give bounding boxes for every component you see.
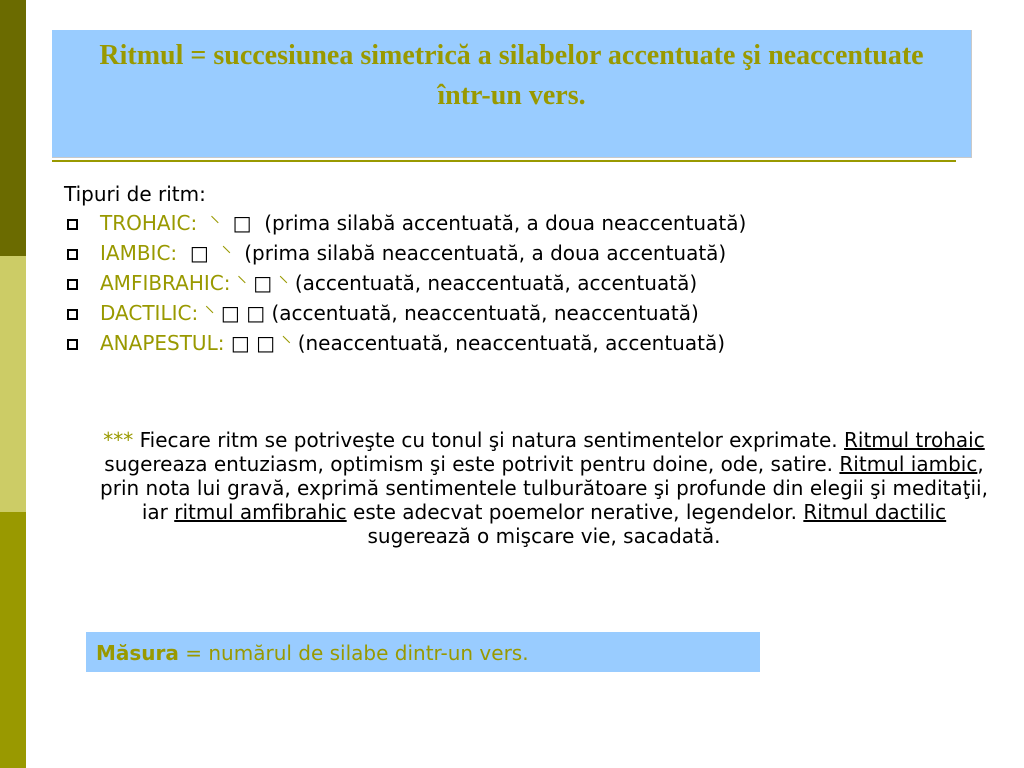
accented-syllable-icon: ⸌ <box>278 271 289 295</box>
paragraph-text: , prin nota lui gravă, exprimă sentimentele tulburătoare şi profunde din elegii şi meditaţii, iar <box>100 452 988 524</box>
measure-term: Măsura <box>96 641 179 665</box>
slide-title: Ritmul = succesiunea simetrică a silabelor accentuate şi neaccentuate într-un vers. <box>99 40 924 111</box>
unaccented-syllable-icon: □ <box>232 211 258 235</box>
paragraph-text: sugereaza entuziasm, optimism şi este potrivit pentru doine, ode, satire. <box>104 452 834 476</box>
accented-syllable-icon: ⸌ <box>236 271 247 295</box>
title-divider <box>52 160 956 162</box>
left-band-bottom <box>0 512 26 768</box>
measure-definition: = numărul de silabe dintr-un vers. <box>185 641 529 665</box>
square-bullet-icon <box>67 279 78 290</box>
underlined-term: Ritmul trohaic <box>844 428 985 452</box>
left-band-top <box>0 0 26 256</box>
underlined-term: Ritmul dactilic <box>803 500 947 524</box>
list-item-iambic <box>64 238 964 268</box>
list-item-amfibrahic <box>64 268 964 298</box>
accented-syllable-icon: ⸌ <box>281 331 292 355</box>
rhythm-term: AMFIBRAHIC: <box>100 271 231 295</box>
unaccented-syllable-icon: □ <box>220 301 240 325</box>
list-item-trohaic <box>64 208 964 238</box>
underlined-term: ritmul amfibrahic <box>174 500 347 524</box>
rhythm-types <box>64 180 964 358</box>
rhythm-description: (accentuată, neaccentuată, accentuată) <box>294 271 698 295</box>
title-box <box>52 30 972 158</box>
rhythm-term: IAMBIC: <box>100 241 178 265</box>
accented-syllable-icon: ⸌ <box>204 301 215 325</box>
rhythm-list <box>64 208 964 358</box>
rhythm-description: (accentuată, neaccentuată, neaccentuată) <box>271 301 699 325</box>
unaccented-syllable-icon: □ <box>256 331 275 355</box>
intro-text: Tipuri de ritm: <box>64 182 206 206</box>
explanation-paragraph <box>96 428 992 548</box>
unaccented-syllable-icon: □ <box>183 241 216 265</box>
rhythm-description: (prima silabă neaccentuată, a doua accentuată) <box>244 241 727 265</box>
accented-syllable-icon: ⸌ <box>203 211 227 235</box>
accented-syllable-icon: ⸌ <box>221 241 238 265</box>
unaccented-syllable-icon: □ <box>230 331 250 355</box>
paragraph-text: este adecvat poemelor nerative, legendelor. <box>353 500 797 524</box>
unaccented-syllable-icon: □ <box>253 271 273 295</box>
square-bullet-icon <box>67 339 78 350</box>
underlined-term: Ritmul iambic <box>839 452 978 476</box>
left-band-middle <box>0 256 26 512</box>
square-bullet-icon <box>67 309 78 320</box>
square-bullet-icon <box>67 219 78 230</box>
unaccented-syllable-icon: □ <box>246 301 266 325</box>
list-item-anapestul <box>64 328 964 358</box>
rhythm-term: ANAPESTUL: <box>100 331 225 355</box>
rhythm-description: (neaccentuată, neaccentuată, accentuată) <box>297 331 725 355</box>
rhythm-description: (prima silabă accentuată, a doua neaccentuată) <box>264 211 747 235</box>
rhythm-term: TROHAIC: <box>100 211 198 235</box>
rhythm-term: DACTILIC: <box>100 301 199 325</box>
paragraph-text: sugerează o mişcare vie, sacadată. <box>367 524 721 548</box>
paragraph-text: Fiecare ritm se potriveşte cu tonul şi natura sentimentelor exprimate. <box>139 428 838 452</box>
list-item-dactilic <box>64 298 964 328</box>
square-bullet-icon <box>67 249 78 260</box>
stars-marker: *** <box>103 428 134 452</box>
measure-definition-box <box>86 632 760 672</box>
